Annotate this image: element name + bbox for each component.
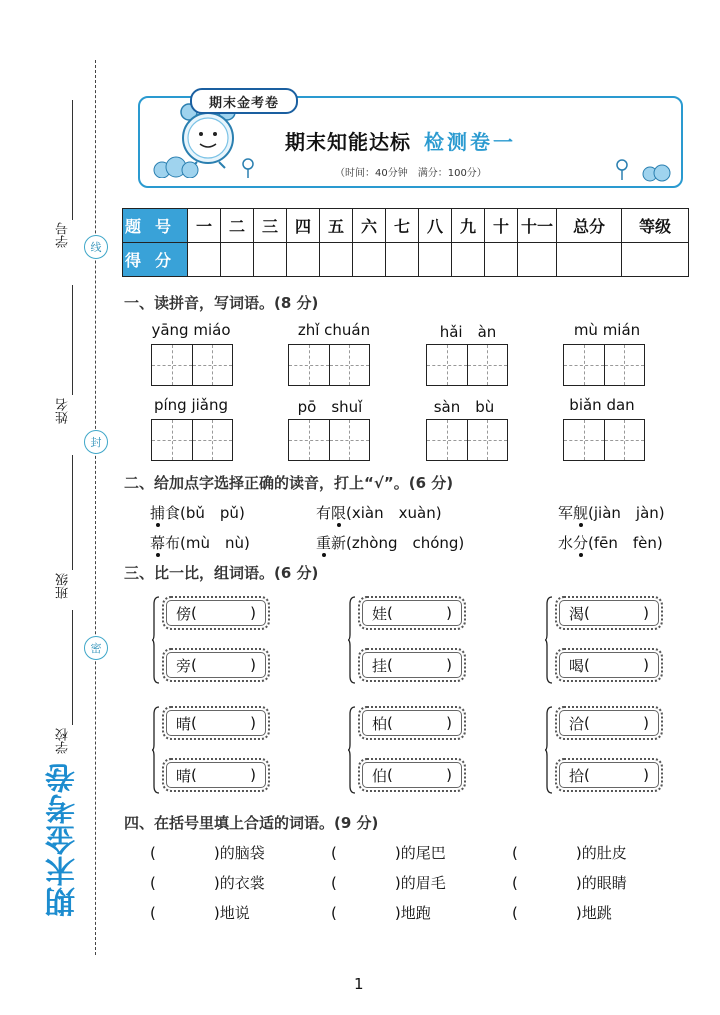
word-box[interactable]: 娃 ( ) <box>358 596 466 630</box>
writing-grid[interactable] <box>426 419 508 461</box>
section3-title: 三、比一比，组词语。(6 分) <box>124 564 319 582</box>
phrase-text: 的脑袋 <box>219 844 265 862</box>
table-row <box>123 209 689 243</box>
score-table <box>122 208 689 277</box>
word-box[interactable]: 柏 ( ) <box>358 706 466 740</box>
phrase-text: 的肚皮 <box>581 844 627 862</box>
word-box[interactable]: 晴 ( ) <box>162 706 270 740</box>
table-header-cell: 四 <box>287 209 320 243</box>
pinyin-options[interactable]: (zhòng chóng) <box>346 534 465 552</box>
table-header-cell: 三 <box>254 209 287 243</box>
char: 傍 <box>176 604 192 623</box>
table-header-cell: 十 <box>485 209 518 243</box>
name-line <box>72 285 73 395</box>
word-box[interactable]: 喝 ( ) <box>555 648 663 682</box>
word-pair-group <box>152 594 272 686</box>
score-cell[interactable] <box>287 243 320 277</box>
score-cell[interactable] <box>353 243 386 277</box>
writing-grid[interactable] <box>151 419 233 461</box>
word-part: 布 <box>165 534 181 552</box>
school-label: 学校 <box>56 728 71 754</box>
phrase-text: 地说 <box>219 904 250 922</box>
pinyin-options[interactable]: (fēn fèn) <box>588 534 663 552</box>
flower-icon <box>236 156 262 180</box>
pinyin-label: píng jiǎng <box>153 396 229 414</box>
char: 挂 <box>372 656 388 675</box>
student-id-label: 学号 <box>56 222 71 248</box>
pinyin-label: pō shuǐ <box>297 398 363 416</box>
table-header-cell: 等级 <box>622 209 689 243</box>
char: 喝 <box>569 656 585 675</box>
class-line <box>72 455 73 570</box>
char: 伯 <box>372 766 388 785</box>
word-pair-group <box>545 594 665 686</box>
school-line <box>72 610 73 725</box>
word-pair-group <box>545 704 665 796</box>
writing-grid[interactable] <box>563 419 645 461</box>
table-row <box>123 243 689 277</box>
seal-feng: 封 <box>84 430 108 454</box>
word-box[interactable]: 旁 ( ) <box>162 648 270 682</box>
phrase-text: 的眉毛 <box>400 874 446 892</box>
page-number: 1 <box>354 975 364 993</box>
table-header-cell: 九 <box>452 209 485 243</box>
char: 柏 <box>372 714 388 733</box>
table-header-cell: 十一 <box>518 209 557 243</box>
pinyin-options[interactable]: (bǔ pǔ) <box>180 504 245 522</box>
word-box[interactable]: 傍 ( ) <box>162 596 270 630</box>
score-cell[interactable] <box>254 243 287 277</box>
char: 娃 <box>372 604 388 623</box>
phrase-text: 地跳 <box>581 904 612 922</box>
fill-blank-item[interactable]: ( )的脑袋 <box>150 844 265 862</box>
pinyin-label: biǎn dan <box>569 396 635 414</box>
page-title: 期末知能达标 <box>285 130 411 154</box>
score-cell[interactable] <box>485 243 518 277</box>
section1-title: 一、读拼音，写词语。(8 分) <box>124 294 319 312</box>
word-box[interactable]: 洽 ( ) <box>555 706 663 740</box>
pronunciation-item[interactable] <box>558 502 665 523</box>
word-box[interactable]: 晴 ( ) <box>162 758 270 792</box>
pinyin-options[interactable]: (jiàn jàn) <box>588 504 665 522</box>
page-title-highlight: 检测卷一 <box>424 130 516 154</box>
class-label: 班级 <box>56 573 71 599</box>
brace-icon <box>545 596 553 684</box>
fill-blank-item[interactable]: ( )的眉毛 <box>331 874 446 892</box>
fill-blank-item[interactable]: ( )的衣裳 <box>150 874 265 892</box>
pinyin-label: sàn bù <box>433 398 495 416</box>
fill-blank-item[interactable]: ( )的尾巴 <box>331 844 446 862</box>
pinyin-options[interactable]: (xiàn xuàn) <box>346 504 442 522</box>
fill-blank-item[interactable]: ( )的眼睛 <box>512 874 627 892</box>
word-pair-group <box>348 704 468 796</box>
writing-grid[interactable] <box>288 419 370 461</box>
section4-title: 四、在括号里填上合适的词语。(9 分) <box>124 814 379 832</box>
word-part: 水 <box>558 534 574 552</box>
word-box[interactable]: 拾 ( ) <box>555 758 663 792</box>
brace-icon <box>152 596 160 684</box>
name-label: 姓名 <box>56 398 71 424</box>
brace-icon <box>152 706 160 794</box>
char: 拾 <box>569 766 585 785</box>
dotted-char: 分 <box>573 534 589 552</box>
dotted-char: 幕 <box>150 534 166 552</box>
fill-blank-item[interactable]: ( )的肚皮 <box>512 844 627 862</box>
fill-blank-item[interactable]: ( )地说 <box>150 904 250 922</box>
table-header-cell: 五 <box>320 209 353 243</box>
word-part: 新 <box>331 534 347 552</box>
score-cell[interactable] <box>452 243 485 277</box>
writing-grid[interactable] <box>426 344 508 386</box>
pronunciation-item[interactable] <box>150 502 245 523</box>
score-cell[interactable] <box>419 243 452 277</box>
pinyin-label: mù mián <box>573 321 641 339</box>
score-cell[interactable] <box>557 243 622 277</box>
dotted-char: 捕 <box>150 504 166 522</box>
score-cell[interactable] <box>188 243 221 277</box>
word-box[interactable]: 渴 ( ) <box>555 596 663 630</box>
table-header-cell: 二 <box>221 209 254 243</box>
score-cell[interactable] <box>622 243 689 277</box>
brand-logo: 期末金考卷 <box>46 762 81 917</box>
table-header-cell: 得分 <box>123 243 188 277</box>
writing-grid[interactable] <box>151 344 233 386</box>
header-tag: 期末金考卷 <box>190 88 298 114</box>
brace-icon <box>348 706 356 794</box>
word-pair-group <box>348 594 468 686</box>
pronunciation-item[interactable] <box>316 532 464 553</box>
cut-line <box>95 60 96 955</box>
table-header-cell: 总分 <box>557 209 622 243</box>
phrase-text: 的眼睛 <box>581 874 627 892</box>
table-header-cell: 六 <box>353 209 386 243</box>
table-header-cell: 题号 <box>123 209 188 243</box>
score-cell[interactable] <box>320 243 353 277</box>
pinyin-label: hǎi àn <box>439 323 497 341</box>
fill-blank-item[interactable]: ( )地跳 <box>512 904 612 922</box>
word-part: 有 <box>316 504 332 522</box>
char: 洽 <box>569 714 585 733</box>
flower-bush-icon <box>612 158 672 182</box>
seal-mi: 密 <box>84 636 108 660</box>
pinyin-options[interactable]: (mù nù) <box>180 534 250 552</box>
char: 渴 <box>569 604 585 623</box>
table-header-cell: 七 <box>386 209 419 243</box>
flower-bush-icon <box>152 156 200 178</box>
writing-grid[interactable] <box>563 344 645 386</box>
fill-blank-item[interactable]: ( )地跑 <box>331 904 431 922</box>
char: 旁 <box>176 656 192 675</box>
pronunciation-item[interactable] <box>150 532 250 553</box>
brace-icon <box>545 706 553 794</box>
brace-icon <box>348 596 356 684</box>
table-header-cell: 一 <box>188 209 221 243</box>
word-pair-group <box>152 704 272 796</box>
word-box[interactable]: 挂 ( ) <box>358 648 466 682</box>
word-part: 食 <box>165 504 181 522</box>
table-header-cell: 八 <box>419 209 452 243</box>
section2-title: 二、给加点字选择正确的读音，打上“√”。(6 分) <box>124 474 454 492</box>
score-cell[interactable] <box>518 243 557 277</box>
char: 晴 <box>176 766 192 785</box>
word-part: 军 <box>558 504 574 522</box>
phrase-text: 地跑 <box>400 904 431 922</box>
exam-info: （时间：40分钟 满分：100分） <box>335 168 487 179</box>
student-id-line <box>72 100 73 220</box>
seal-line: 线 <box>84 235 108 259</box>
writing-grid[interactable] <box>288 344 370 386</box>
dotted-char: 舰 <box>573 504 589 522</box>
pinyin-label: zhǐ chuán <box>297 321 371 339</box>
score-cell[interactable] <box>221 243 254 277</box>
pinyin-label: yāng miáo <box>151 321 231 339</box>
dotted-char: 重 <box>316 534 332 552</box>
dotted-char: 限 <box>331 504 347 522</box>
word-box[interactable]: 伯 ( ) <box>358 758 466 792</box>
phrase-text: 的尾巴 <box>400 844 446 862</box>
phrase-text: 的衣裳 <box>219 874 265 892</box>
pronunciation-item[interactable] <box>558 532 663 553</box>
score-cell[interactable] <box>386 243 419 277</box>
char: 晴 <box>176 714 192 733</box>
pronunciation-item[interactable] <box>316 502 442 523</box>
